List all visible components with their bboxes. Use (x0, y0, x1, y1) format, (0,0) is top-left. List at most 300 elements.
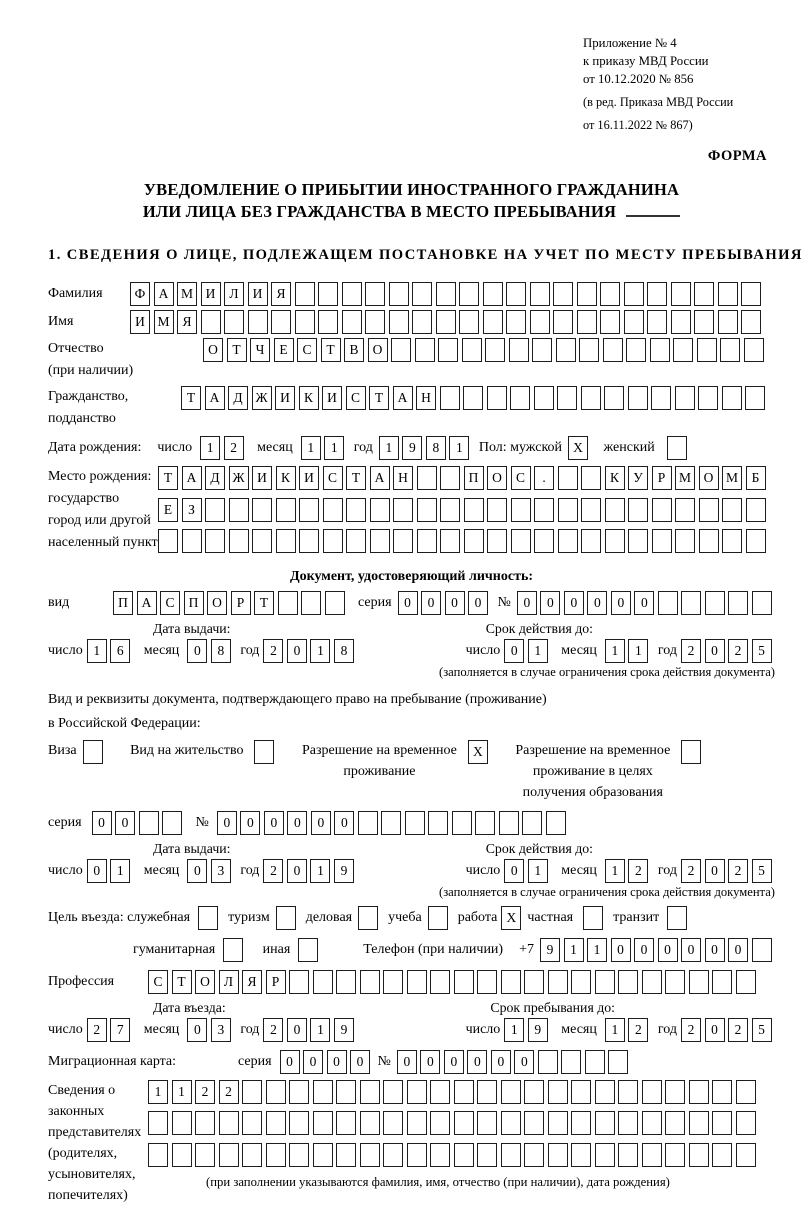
form-cell[interactable] (712, 1080, 732, 1104)
form-cell[interactable]: 0 (187, 1018, 207, 1042)
purpose-transit-checkbox[interactable] (667, 906, 687, 930)
form-cell[interactable] (436, 282, 456, 306)
form-cell[interactable] (289, 1111, 309, 1135)
form-cell[interactable] (299, 529, 319, 553)
form-cell[interactable]: Н (416, 386, 436, 410)
form-cell[interactable] (415, 338, 435, 362)
form-cell[interactable]: 2 (728, 859, 748, 883)
form-cell[interactable] (430, 1080, 450, 1104)
form-cell[interactable]: С (160, 591, 180, 615)
form-cell[interactable]: Я (177, 310, 197, 334)
form-cell[interactable]: 0 (658, 938, 678, 962)
form-cell[interactable] (665, 1111, 685, 1135)
form-cell[interactable] (430, 1143, 450, 1167)
form-cell[interactable] (720, 338, 740, 362)
form-cell[interactable] (689, 1143, 709, 1167)
form-cell[interactable]: 9 (540, 938, 560, 962)
form-cell[interactable]: 0 (504, 639, 524, 663)
form-cell[interactable]: О (368, 338, 388, 362)
form-cell[interactable] (365, 282, 385, 306)
form-cell[interactable]: 1 (564, 938, 584, 962)
form-cell[interactable]: 2 (681, 859, 701, 883)
form-cell[interactable]: 0 (705, 859, 725, 883)
form-cell[interactable] (148, 1111, 168, 1135)
form-cell[interactable] (744, 338, 764, 362)
form-cell[interactable]: М (722, 466, 742, 490)
form-cell[interactable]: 0 (334, 811, 354, 835)
form-cell[interactable] (483, 310, 503, 334)
form-cell[interactable] (548, 1111, 568, 1135)
form-cell[interactable]: О (699, 466, 719, 490)
form-cell[interactable]: 3 (211, 859, 231, 883)
form-cell[interactable] (671, 282, 691, 306)
form-cell[interactable] (391, 338, 411, 362)
form-cell[interactable]: 0 (311, 811, 331, 835)
form-cell[interactable]: А (205, 386, 225, 410)
form-cell[interactable]: И (201, 282, 221, 306)
form-cell[interactable] (618, 1111, 638, 1135)
residence-permit-checkbox[interactable] (254, 740, 274, 764)
form-cell[interactable]: 2 (628, 1018, 648, 1042)
form-cell[interactable] (440, 498, 460, 522)
form-cell[interactable] (430, 1111, 450, 1135)
form-cell[interactable] (665, 1143, 685, 1167)
form-cell[interactable]: 0 (420, 1050, 440, 1074)
form-cell[interactable] (276, 529, 296, 553)
form-cell[interactable]: 0 (491, 1050, 511, 1074)
form-cell[interactable] (671, 310, 691, 334)
form-cell[interactable] (360, 1143, 380, 1167)
form-cell[interactable] (722, 498, 742, 522)
form-cell[interactable]: Т (172, 970, 192, 994)
form-cell[interactable] (477, 1143, 497, 1167)
form-cell[interactable]: О (207, 591, 227, 615)
form-cell[interactable]: 2 (728, 1018, 748, 1042)
form-cell[interactable]: Ж (252, 386, 272, 410)
form-cell[interactable]: 9 (334, 859, 354, 883)
form-cell[interactable] (745, 386, 765, 410)
form-cell[interactable]: 2 (224, 436, 244, 460)
form-cell[interactable] (506, 310, 526, 334)
form-cell[interactable] (728, 591, 748, 615)
form-cell[interactable] (407, 1143, 427, 1167)
form-cell[interactable] (689, 1080, 709, 1104)
form-cell[interactable]: 0 (280, 1050, 300, 1074)
form-cell[interactable] (600, 282, 620, 306)
form-cell[interactable] (289, 1080, 309, 1104)
form-cell[interactable] (689, 970, 709, 994)
form-cell[interactable] (462, 338, 482, 362)
form-cell[interactable]: 0 (705, 1018, 725, 1042)
form-cell[interactable]: С (323, 466, 343, 490)
form-cell[interactable]: 5 (752, 1018, 772, 1042)
form-cell[interactable]: 0 (634, 591, 654, 615)
form-cell[interactable] (746, 498, 766, 522)
visa-checkbox[interactable] (83, 740, 103, 764)
form-cell[interactable]: А (393, 386, 413, 410)
form-cell[interactable]: 9 (334, 1018, 354, 1042)
form-cell[interactable]: Л (219, 970, 239, 994)
form-cell[interactable] (205, 529, 225, 553)
form-cell[interactable]: Т (321, 338, 341, 362)
form-cell[interactable] (524, 970, 544, 994)
form-cell[interactable]: П (184, 591, 204, 615)
form-cell[interactable] (358, 811, 378, 835)
form-cell[interactable] (618, 970, 638, 994)
form-cell[interactable] (618, 1143, 638, 1167)
form-cell[interactable] (658, 591, 678, 615)
form-cell[interactable] (595, 1111, 615, 1135)
form-cell[interactable] (162, 811, 182, 835)
form-cell[interactable] (299, 498, 319, 522)
form-cell[interactable] (342, 310, 362, 334)
form-cell[interactable] (271, 310, 291, 334)
form-cell[interactable] (647, 310, 667, 334)
form-cell[interactable]: 0 (705, 938, 725, 962)
form-cell[interactable] (665, 1080, 685, 1104)
form-cell[interactable]: 6 (110, 639, 130, 663)
form-cell[interactable] (360, 970, 380, 994)
form-cell[interactable]: 5 (752, 639, 772, 663)
form-cell[interactable] (571, 1111, 591, 1135)
form-cell[interactable] (628, 386, 648, 410)
form-cell[interactable] (242, 1080, 262, 1104)
form-cell[interactable]: 0 (634, 938, 654, 962)
form-cell[interactable]: 1 (310, 1018, 330, 1042)
form-cell[interactable] (650, 338, 670, 362)
form-cell[interactable]: К (299, 386, 319, 410)
form-cell[interactable]: 1 (87, 639, 107, 663)
form-cell[interactable] (459, 282, 479, 306)
form-cell[interactable]: 1 (379, 436, 399, 460)
purpose-business-checkbox[interactable] (358, 906, 378, 930)
form-cell[interactable]: А (154, 282, 174, 306)
form-cell[interactable]: 0 (681, 938, 701, 962)
form-cell[interactable] (510, 386, 530, 410)
form-cell[interactable] (452, 811, 472, 835)
form-cell[interactable] (336, 1111, 356, 1135)
form-cell[interactable] (558, 498, 578, 522)
form-cell[interactable] (603, 338, 623, 362)
form-cell[interactable] (289, 1143, 309, 1167)
form-cell[interactable] (483, 282, 503, 306)
form-cell[interactable] (546, 811, 566, 835)
form-cell[interactable]: Л (224, 282, 244, 306)
form-cell[interactable]: 2 (87, 1018, 107, 1042)
form-cell[interactable]: П (113, 591, 133, 615)
form-cell[interactable] (534, 386, 554, 410)
form-cell[interactable]: 0 (517, 591, 537, 615)
form-cell[interactable] (405, 811, 425, 835)
form-cell[interactable]: Р (652, 466, 672, 490)
form-cell[interactable]: Д (228, 386, 248, 410)
form-cell[interactable] (242, 1143, 262, 1167)
form-cell[interactable]: 0 (587, 591, 607, 615)
form-cell[interactable] (712, 1143, 732, 1167)
form-cell[interactable] (383, 1080, 403, 1104)
form-cell[interactable]: И (252, 466, 272, 490)
form-cell[interactable]: 2 (219, 1080, 239, 1104)
form-cell[interactable] (624, 310, 644, 334)
purpose-official-checkbox[interactable] (198, 906, 218, 930)
form-cell[interactable] (681, 591, 701, 615)
form-cell[interactable]: 0 (705, 639, 725, 663)
form-cell[interactable]: Р (231, 591, 251, 615)
form-cell[interactable]: С (511, 466, 531, 490)
form-cell[interactable] (323, 529, 343, 553)
form-cell[interactable] (557, 386, 577, 410)
form-cell[interactable] (741, 310, 761, 334)
form-cell[interactable]: 1 (605, 1018, 625, 1042)
form-cell[interactable]: Т (181, 386, 201, 410)
form-cell[interactable] (736, 1143, 756, 1167)
form-cell[interactable] (454, 1080, 474, 1104)
form-cell[interactable] (699, 529, 719, 553)
form-cell[interactable]: 0 (350, 1050, 370, 1074)
form-cell[interactable] (698, 386, 718, 410)
form-cell[interactable]: 2 (728, 639, 748, 663)
form-cell[interactable] (506, 282, 526, 306)
form-cell[interactable]: М (675, 466, 695, 490)
form-cell[interactable] (360, 1111, 380, 1135)
form-cell[interactable] (389, 310, 409, 334)
form-cell[interactable] (313, 1143, 333, 1167)
form-cell[interactable] (393, 498, 413, 522)
form-cell[interactable] (571, 1080, 591, 1104)
form-cell[interactable] (407, 1080, 427, 1104)
form-cell[interactable] (219, 1143, 239, 1167)
form-cell[interactable] (412, 282, 432, 306)
form-cell[interactable] (139, 811, 159, 835)
form-cell[interactable]: 0 (611, 938, 631, 962)
form-cell[interactable] (158, 529, 178, 553)
form-cell[interactable] (530, 310, 550, 334)
form-cell[interactable] (242, 1111, 262, 1135)
form-cell[interactable]: Т (158, 466, 178, 490)
form-cell[interactable] (595, 1080, 615, 1104)
form-cell[interactable] (628, 498, 648, 522)
form-cell[interactable] (182, 529, 202, 553)
form-cell[interactable] (736, 1080, 756, 1104)
form-cell[interactable]: Ж (229, 466, 249, 490)
form-cell[interactable]: 1 (301, 436, 321, 460)
form-cell[interactable]: 0 (504, 859, 524, 883)
form-cell[interactable] (501, 970, 521, 994)
form-cell[interactable]: И (248, 282, 268, 306)
form-cell[interactable] (585, 1050, 605, 1074)
form-cell[interactable] (642, 1080, 662, 1104)
form-cell[interactable] (538, 1050, 558, 1074)
form-cell[interactable]: Т (369, 386, 389, 410)
form-cell[interactable] (697, 338, 717, 362)
form-cell[interactable]: О (195, 970, 215, 994)
form-cell[interactable] (463, 386, 483, 410)
form-cell[interactable] (417, 466, 437, 490)
form-cell[interactable] (628, 529, 648, 553)
form-cell[interactable]: 1 (200, 436, 220, 460)
form-cell[interactable]: З (182, 498, 202, 522)
form-cell[interactable] (722, 386, 742, 410)
form-cell[interactable] (336, 1143, 356, 1167)
form-cell[interactable] (393, 529, 413, 553)
form-cell[interactable] (524, 1080, 544, 1104)
temp-residence-checkbox[interactable]: X (468, 740, 488, 764)
form-cell[interactable]: 0 (445, 591, 465, 615)
form-cell[interactable]: Т (254, 591, 274, 615)
form-cell[interactable] (248, 310, 268, 334)
form-cell[interactable] (561, 1050, 581, 1074)
form-cell[interactable]: 7 (110, 1018, 130, 1042)
form-cell[interactable]: 8 (426, 436, 446, 460)
form-cell[interactable] (295, 282, 315, 306)
form-cell[interactable] (229, 529, 249, 553)
form-cell[interactable] (642, 1111, 662, 1135)
form-cell[interactable] (501, 1080, 521, 1104)
form-cell[interactable]: 0 (115, 811, 135, 835)
form-cell[interactable] (383, 1143, 403, 1167)
form-cell[interactable] (605, 529, 625, 553)
purpose-work-checkbox[interactable]: X (501, 906, 521, 930)
form-cell[interactable]: . (534, 466, 554, 490)
form-cell[interactable]: А (370, 466, 390, 490)
form-cell[interactable]: 0 (421, 591, 441, 615)
purpose-humanitarian-checkbox[interactable] (223, 938, 243, 962)
form-cell[interactable]: 0 (92, 811, 112, 835)
form-cell[interactable] (477, 970, 497, 994)
form-cell[interactable] (229, 498, 249, 522)
form-cell[interactable]: 5 (752, 859, 772, 883)
form-cell[interactable] (595, 1143, 615, 1167)
form-cell[interactable] (736, 970, 756, 994)
form-cell[interactable] (487, 498, 507, 522)
form-cell[interactable]: 0 (287, 639, 307, 663)
form-cell[interactable] (718, 310, 738, 334)
form-cell[interactable] (712, 970, 732, 994)
form-cell[interactable]: И (322, 386, 342, 410)
form-cell[interactable] (342, 282, 362, 306)
form-cell[interactable] (205, 498, 225, 522)
form-cell[interactable] (581, 386, 601, 410)
form-cell[interactable]: 0 (514, 1050, 534, 1074)
form-cell[interactable] (605, 498, 625, 522)
form-cell[interactable] (522, 811, 542, 835)
form-cell[interactable] (172, 1111, 192, 1135)
form-cell[interactable] (652, 529, 672, 553)
form-cell[interactable] (454, 1143, 474, 1167)
form-cell[interactable]: 1 (605, 639, 625, 663)
form-cell[interactable] (266, 1143, 286, 1167)
form-cell[interactable]: 1 (148, 1080, 168, 1104)
form-cell[interactable] (464, 498, 484, 522)
form-cell[interactable] (548, 970, 568, 994)
form-cell[interactable] (741, 282, 761, 306)
form-cell[interactable] (436, 310, 456, 334)
form-cell[interactable] (722, 529, 742, 553)
form-cell[interactable] (336, 1080, 356, 1104)
form-cell[interactable] (548, 1080, 568, 1104)
form-cell[interactable]: 0 (397, 1050, 417, 1074)
form-cell[interactable] (370, 498, 390, 522)
form-cell[interactable] (553, 282, 573, 306)
form-cell[interactable] (440, 466, 460, 490)
form-cell[interactable] (624, 282, 644, 306)
form-cell[interactable] (195, 1111, 215, 1135)
form-cell[interactable] (266, 1111, 286, 1135)
form-cell[interactable]: 1 (172, 1080, 192, 1104)
form-cell[interactable] (675, 529, 695, 553)
form-cell[interactable] (407, 1111, 427, 1135)
form-cell[interactable] (318, 310, 338, 334)
form-cell[interactable] (571, 970, 591, 994)
form-cell[interactable]: 0 (327, 1050, 347, 1074)
form-cell[interactable] (383, 970, 403, 994)
form-cell[interactable] (530, 282, 550, 306)
form-cell[interactable] (464, 529, 484, 553)
form-cell[interactable]: Я (271, 282, 291, 306)
form-cell[interactable] (365, 310, 385, 334)
form-cell[interactable] (579, 338, 599, 362)
form-cell[interactable] (511, 529, 531, 553)
form-cell[interactable]: 2 (263, 639, 283, 663)
form-cell[interactable]: Я (242, 970, 262, 994)
form-cell[interactable] (675, 498, 695, 522)
form-cell[interactable]: 1 (110, 859, 130, 883)
form-cell[interactable] (553, 310, 573, 334)
form-cell[interactable]: 0 (303, 1050, 323, 1074)
form-cell[interactable]: 2 (681, 1018, 701, 1042)
temp-residence-edu-checkbox[interactable] (681, 740, 701, 764)
form-cell[interactable] (477, 1080, 497, 1104)
form-cell[interactable] (487, 529, 507, 553)
form-cell[interactable]: А (182, 466, 202, 490)
form-cell[interactable]: 0 (728, 938, 748, 962)
form-cell[interactable]: Т (346, 466, 366, 490)
form-cell[interactable] (604, 386, 624, 410)
form-cell[interactable] (556, 338, 576, 362)
form-cell[interactable] (430, 970, 450, 994)
form-cell[interactable]: 2 (263, 859, 283, 883)
form-cell[interactable]: 9 (528, 1018, 548, 1042)
form-cell[interactable] (219, 1111, 239, 1135)
form-cell[interactable]: 0 (187, 639, 207, 663)
form-cell[interactable] (318, 282, 338, 306)
form-cell[interactable] (266, 1080, 286, 1104)
gender-female-checkbox[interactable] (667, 436, 687, 460)
form-cell[interactable] (346, 529, 366, 553)
form-cell[interactable]: 2 (195, 1080, 215, 1104)
form-cell[interactable]: О (203, 338, 223, 362)
form-cell[interactable] (577, 310, 597, 334)
form-cell[interactable] (511, 498, 531, 522)
form-cell[interactable] (360, 1080, 380, 1104)
form-cell[interactable]: 8 (211, 639, 231, 663)
form-cell[interactable] (705, 591, 725, 615)
form-cell[interactable] (252, 498, 272, 522)
form-cell[interactable]: 1 (449, 436, 469, 460)
form-cell[interactable]: 3 (211, 1018, 231, 1042)
form-cell[interactable] (224, 310, 244, 334)
form-cell[interactable] (370, 529, 390, 553)
form-cell[interactable]: 0 (398, 591, 418, 615)
form-cell[interactable]: С (346, 386, 366, 410)
form-cell[interactable] (278, 591, 298, 615)
form-cell[interactable] (428, 811, 448, 835)
form-cell[interactable] (718, 282, 738, 306)
form-cell[interactable] (412, 310, 432, 334)
form-cell[interactable] (509, 338, 529, 362)
form-cell[interactable]: 1 (528, 859, 548, 883)
form-cell[interactable] (346, 498, 366, 522)
